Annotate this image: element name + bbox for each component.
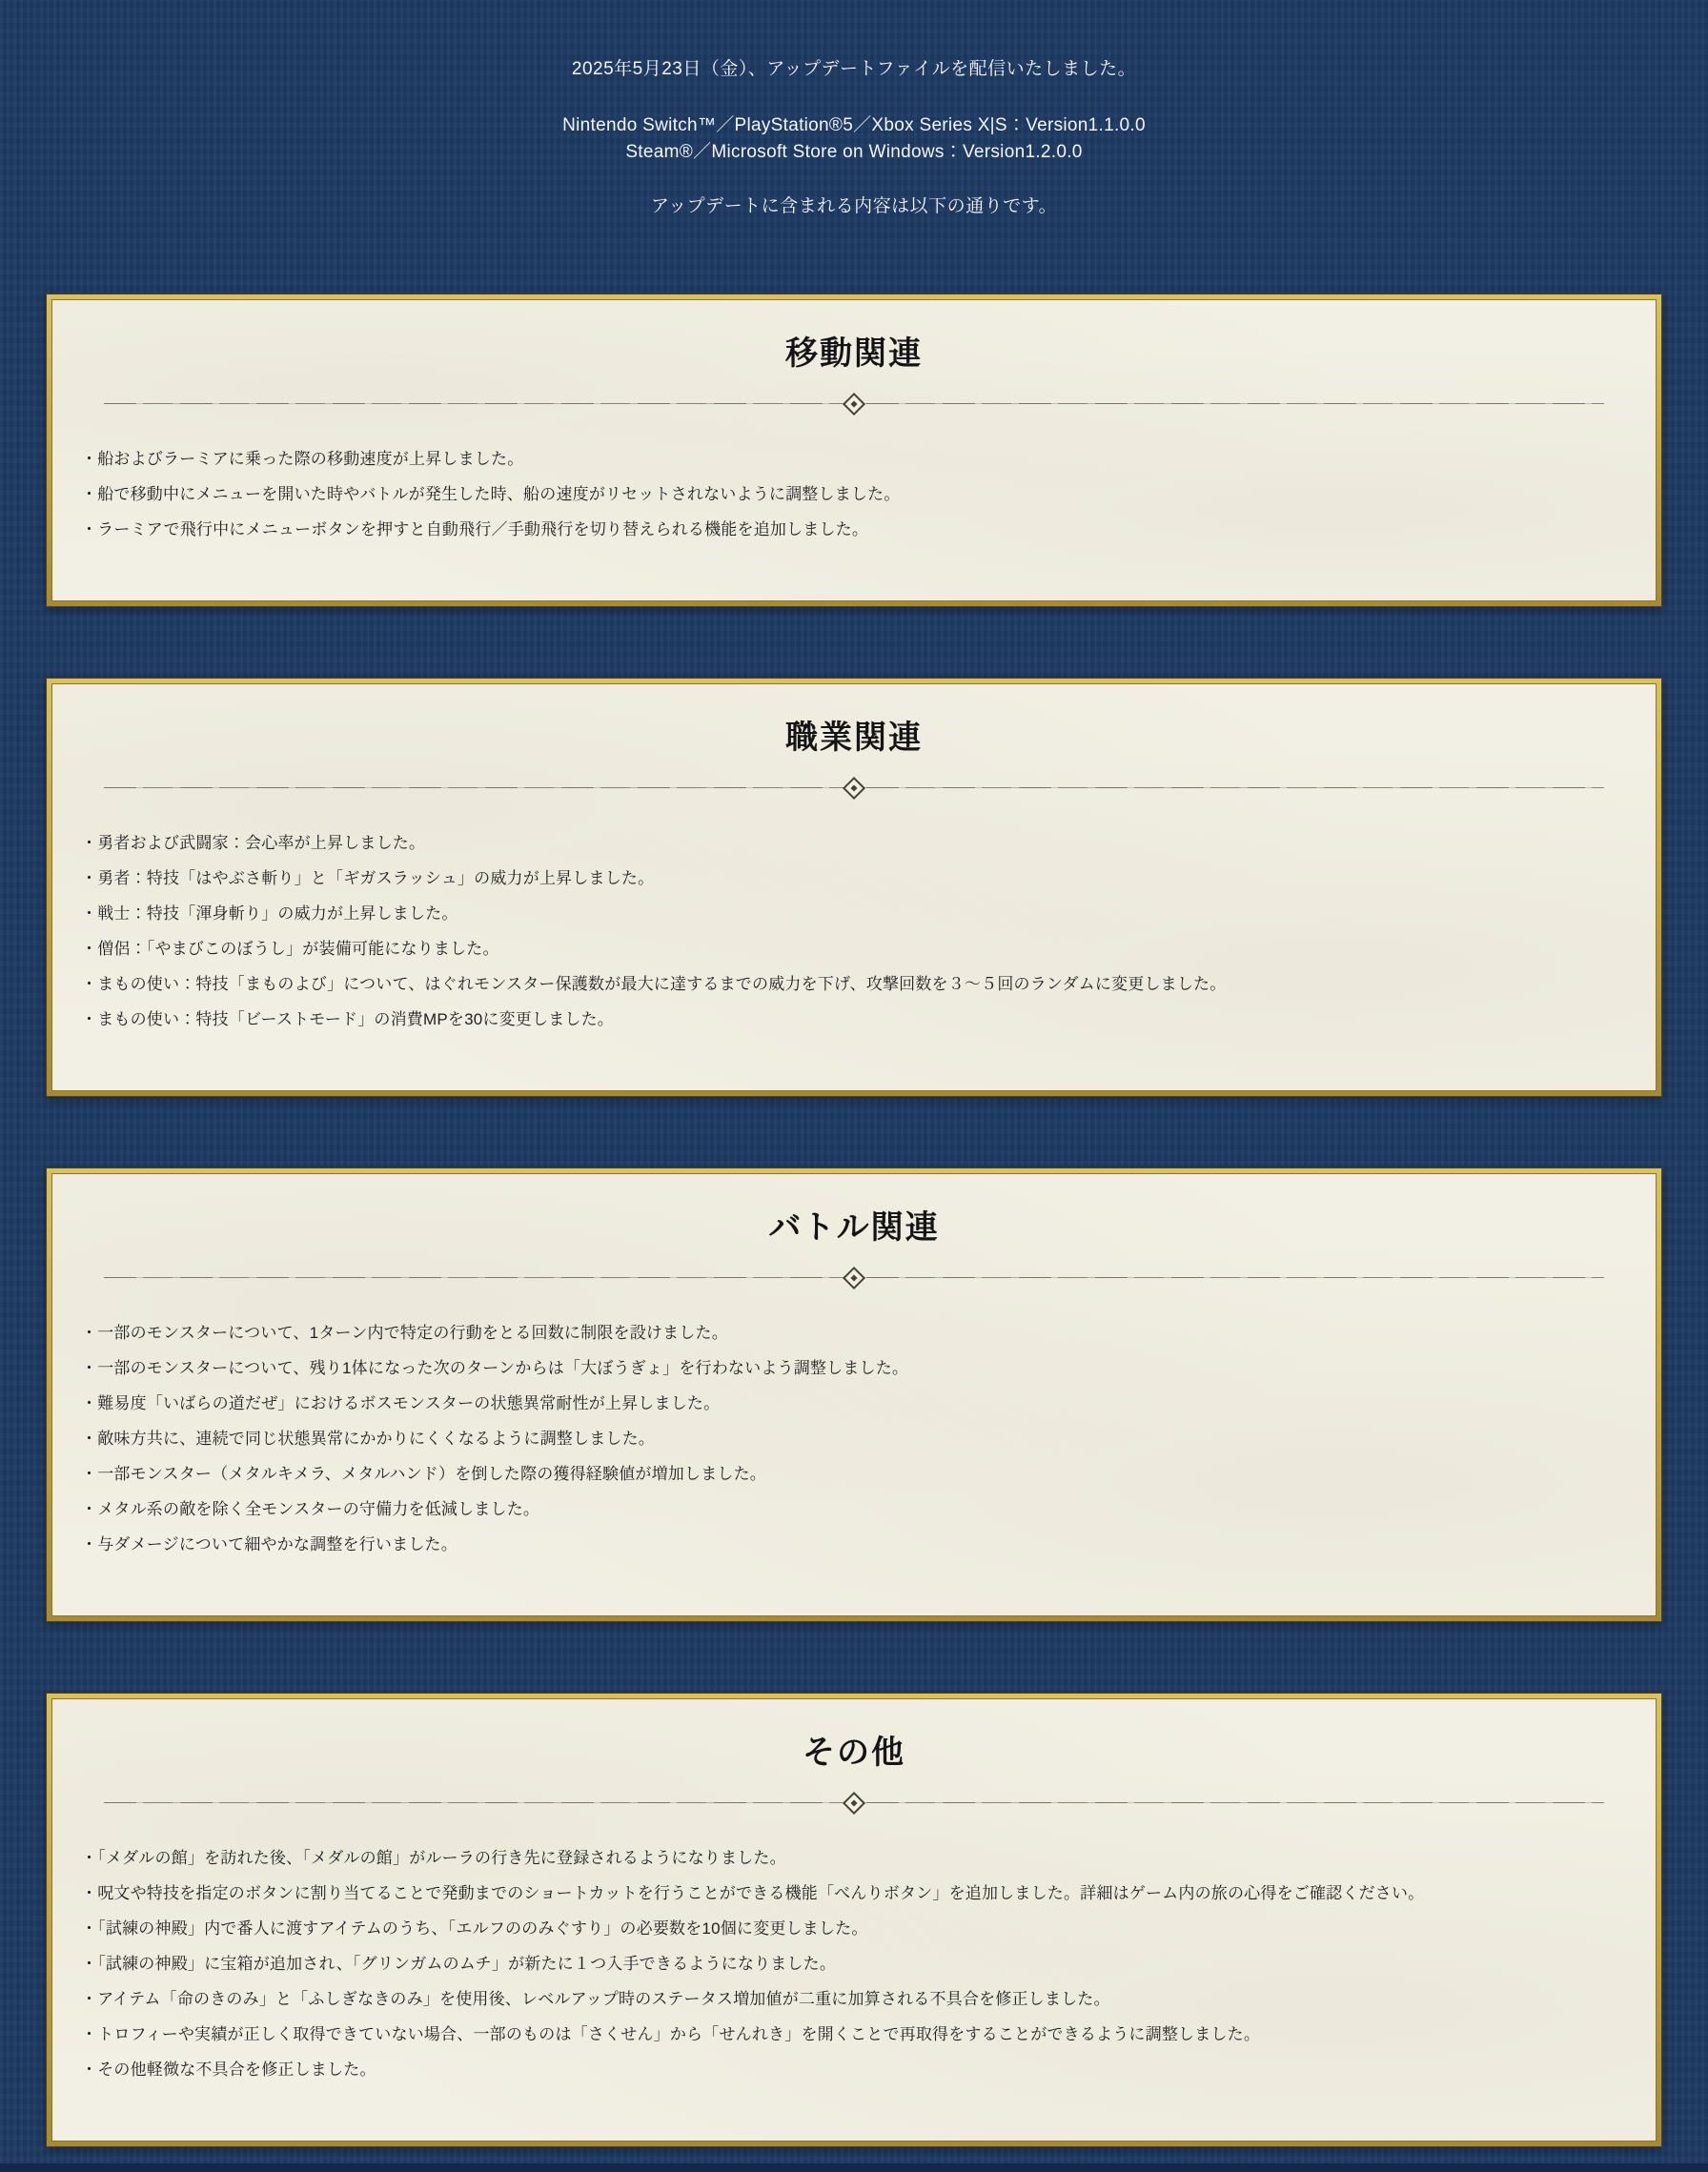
section-divider — [104, 787, 1604, 788]
section-divider — [104, 1277, 1604, 1278]
update-section-panel — [46, 678, 1662, 1097]
section-title: 職業関連 — [785, 720, 923, 756]
update-item: ・トロフィーや実績が正しく取得できていない場合、一部のものは「さくせん」から「せんれき」を開くことで再取得をすることができるように調整しました。 — [81, 2025, 1261, 2043]
update-item: ・勇者：特技「はやぶさ斬り」と「ギガスラッシュ」の威力が上昇しました。 — [81, 869, 655, 887]
diamond-divider-icon — [843, 392, 865, 415]
version-line-console: Nintendo Switch™／PlayStation®5／Xbox Series X|S：Version1.1.0.0 — [562, 115, 1146, 135]
update-item: ・敵味方共に、連続で同じ状態異常にかかりにくくなるように調整しました。 — [81, 1430, 655, 1448]
update-section-panel — [46, 1167, 1662, 1622]
section-title: バトル関連 — [768, 1209, 940, 1246]
update-item: ・与ダメージについて細やかな調整を行いました。 — [81, 1535, 458, 1553]
section-items — [81, 1849, 1627, 2080]
update-item: ・メタル系の敵を除く全モンスターの守備力を低減しました。 — [81, 1500, 540, 1518]
update-item: ・一部のモンスターについて、1ターン内で特定の行動をとる回数に制限を設けました。 — [81, 1324, 728, 1342]
section-title: その他 — [803, 1735, 905, 1771]
update-item: ・船で移動中にメニューを開いた時やバトルが発生した時、船の速度がリセットされないように調整しました。 — [81, 485, 901, 503]
update-item: ・「試練の神殿」内で番人に渡すアイテムのうち、「エルフののみぐすり」の必要数を10個に変更しました。 — [81, 1919, 868, 1938]
update-item: ・その他軽微な不具合を修正しました。 — [81, 2060, 376, 2079]
diamond-divider-icon — [843, 776, 865, 799]
update-item: ・一部モンスター（メタルキメラ、メタルハンド）を倒した際の獲得経験値が増加しました。 — [81, 1465, 766, 1483]
update-item: ・「試練の神殿」に宝箱が追加され、「グリンガムのムチ」が新たに１つ入手できるようになりました。 — [81, 1955, 837, 1973]
update-item: ・「メダルの館」を訪れた後、「メダルの館」がルーラの行き先に登録されるようになりました。 — [81, 1849, 786, 1867]
diamond-divider-icon — [843, 1266, 865, 1289]
version-line-pc: Steam®／Microsoft Store on Windows：Version1.2.0.0 — [625, 142, 1083, 162]
update-section-panel — [46, 294, 1662, 607]
update-item: ・難易度「いばらの道だぜ」におけるボスモンスターの状態異常耐性が上昇しました。 — [81, 1394, 721, 1412]
section-title: 移動関連 — [785, 335, 923, 372]
version-lines — [0, 112, 1708, 166]
update-section-panel-inner — [51, 1173, 1657, 1616]
update-item: ・船およびラーミアに乗った際の移動速度が上昇しました。 — [81, 450, 524, 468]
bottom-band — [0, 2163, 1708, 2172]
update-item: ・まもの使い：特技「まものよび」について、はぐれモンスター保護数が最大に達するまでの威力を下げ、攻撃回数を３〜５回のランダムに変更しました。 — [81, 975, 1227, 993]
update-sections — [0, 294, 1708, 2147]
update-item: ・ラーミアで飛行中にメニューボタンを押すと自動飛行／手動飛行を切り替えられる機能を追加しました。 — [81, 520, 869, 538]
update-item: ・一部のモンスターについて、残り1体になった次のターンからは「大ぼうぎょ」を行わないよう調整しました。 — [81, 1359, 909, 1377]
update-section-panel-inner — [51, 683, 1657, 1091]
update-item: ・勇者および武闘家：会心率が上昇しました。 — [81, 834, 426, 852]
section-items — [81, 450, 1627, 539]
update-item: ・アイテム「命のきのみ」と「ふしぎなきのみ」を使用後、レベルアップ時のステータス増加値が二重に加算される不具合を修正しました。 — [81, 1990, 1110, 2008]
update-section-panel — [46, 1693, 1662, 2147]
section-items — [81, 834, 1627, 1029]
update-item: ・僧侶：「やまびこのぼうし」が装備可能になりました。 — [81, 940, 499, 958]
update-section-panel-inner — [51, 299, 1657, 601]
update-item: ・呪文や特技を指定のボタンに割り当てることで発動までのショートカットを行うことができる機能「べんりボタン」を追加しました。詳細はゲーム内の旅の心得をご確認ください。 — [81, 1884, 1425, 1902]
intro-line: アップデートに含まれる内容は以下の通りです。 — [650, 196, 1058, 216]
release-date-line: 2025年5月23日（金）、アップデートファイルを配信いたしました。 — [571, 59, 1137, 79]
section-divider — [104, 1802, 1604, 1803]
page-header — [0, 0, 1708, 219]
update-section-panel-inner — [51, 1698, 1657, 2142]
update-item: ・戦士：特技「渾身斬り」の威力が上昇しました。 — [81, 904, 458, 923]
section-divider — [104, 403, 1604, 404]
update-item: ・まもの使い：特技「ビーストモード」の消費MPを30に変更しました。 — [81, 1010, 614, 1028]
section-items — [81, 1324, 1627, 1554]
diamond-divider-icon — [843, 1791, 865, 1814]
